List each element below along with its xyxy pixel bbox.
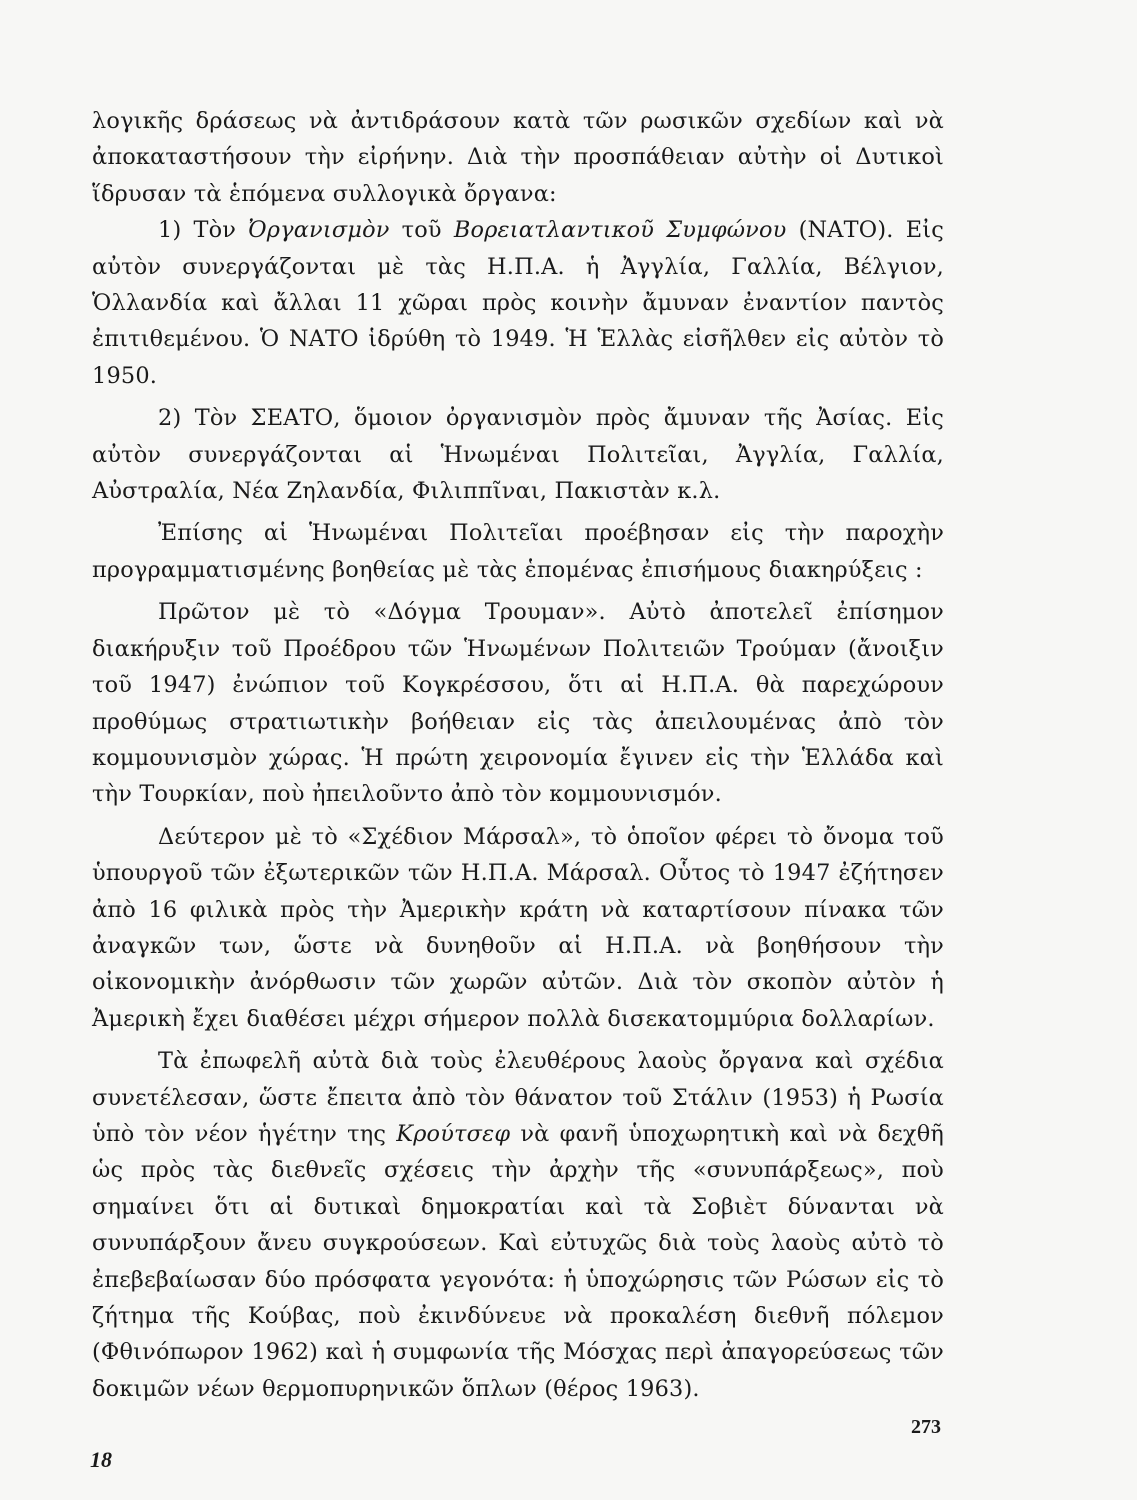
coexistence-emphasis-khrushchev: Κρούτσεφ xyxy=(396,1120,511,1147)
page-number: 273 xyxy=(911,1416,941,1438)
nato-prefix: 1) Τὸν xyxy=(158,217,249,244)
paragraph-truman-doctrine: Πρῶτον μὲ τὸ «Δόγμα Τρουμαν». Αὐτὸ ἀποτελεῖ ἐπίσημον διακήρυξιν τοῦ Προέδρου τῶν Ἡνωμένων Πολιτειῶν Τρούμαν (ἄνοιξιν τοῦ 1947) ἐνώπιον τοῦ Κογκρέσσου, ὅτι αἱ Η.Π.Α. θὰ παρεχώρουν προθύμως στρατιωτικὴν βοήθειαν εἰς τὰς ἀπειλουμένας ἀπὸ τὸν κομμουνισμὸν χώρας. Ἡ πρώτη χειρονομία ἔγινεν εἰς τὴν Ἑλλάδα καὶ τὴν Τουρκίαν, ποὺ ἠπειλοῦντο ἀπὸ τὸν κομμουνισμόν. xyxy=(92,599,944,808)
paragraph-seato: 2) Τὸν ΣΕΑΤΟ, ὅμοιον ὀργανισμὸν πρὸς ἄμυναν τῆς Ἀσίας. Εἰς αὐτὸν συνεργάζονται αἱ Ἡνωμέναι Πολιτεῖαι, Ἀγγλία, Γαλλία, Αὐστραλία, Νέα Ζηλανδία, Φιλιππῖναι, Πακιστὰν κ.λ. xyxy=(92,405,944,505)
page-body xyxy=(92,103,944,1407)
coexistence-prefix: Τὰ ἐπωφελῆ αὐτὰ διὰ τοὺς ἐλευθέρους λαοὺς ὄργανα καὶ σχέδια συνετέλεσαν, ὥστε ἔπειτα ἀπὸ τὸν θάνατον τοῦ Στάλιν (1953) ἡ Ρωσία ὑπὸ τὸν νέον ἡγέτην της xyxy=(92,1048,944,1147)
paragraph-nato xyxy=(92,212,944,394)
nato-suffix: (ΝΑΤΟ). Εἰς αὐτὸν συνεργάζονται μὲ τὰς Η.Π.Α. ἡ Ἀγγλία, Γαλλία, Βέλγιον, Ὁλλανδία καὶ ἄλλαι 11 χῶραι πρὸς κοινὴν ἄμυναν ἐναντίον παντὸς ἐπιτιθεμένου. Ὁ ΝΑΤΟ ἱδρύθη τὸ 1949. Ἡ Ἑλλὰς εἰσῆλθεν εἰς αὐτὸν τὸ 1950. xyxy=(92,217,944,389)
signature-mark: 18 xyxy=(90,1447,112,1472)
nato-emphasis-organization: Ὀργανισμὸν xyxy=(248,217,390,244)
coexistence-suffix: νὰ φανῆ ὑποχωρητικὴ καὶ νὰ δεχθῆ ὡς πρὸς τὰς διεθνεῖς σχέσεις τὴν ἀρχὴν τῆς «συνυπάρξεως», ποὺ σημαίνει ὅτι αἱ δυτικαὶ δημοκρατίαι καὶ τὰ Σοβιὲτ δύνανται νὰ συνυπάρξουν ἄνευ συγκρούσεων. Καὶ εὐτυχῶς διὰ τοὺς λαοὺς αὐτὸ τὸ ἐπεβεβαίωσαν δύο πρόσφατα γεγονότα: ἡ ὑποχώρησις τῶν Ρώσων εἰς τὸ ζήτημα τῆς Κούβας, ποὺ ἐκινδύνευε νὰ προκαλέση διεθνῆ πόλεμον (Φθινόπωρον 1962) καὶ ἡ συμφωνία τῆς Μόσχας περὶ ἀπαγορεύσεως τῶν δοκιμῶν νέων θερμοπυρηνικῶν ὅπλων (θέρος 1963). xyxy=(92,1120,944,1402)
paragraph-us-aid: Ἐπίσης αἱ Ἡνωμέναι Πολιτεῖαι προέβησαν εἰς τὴν παροχὴν προγραμματισμένης βοηθείας μὲ τὰς ἑπομένας ἐπισήμους διακηρύξεις : xyxy=(92,520,944,583)
paragraph-coexistence xyxy=(92,1043,944,1407)
nato-emphasis-treaty: Βορειατλαντικοῦ Συμφώνου xyxy=(453,217,787,244)
paragraph-marshall-plan: Δεύτερον μὲ τὸ «Σχέδιον Μάρσαλ», τὸ ὁποῖον φέρει τὸ ὄνομα τοῦ ὑπουργοῦ τῶν ἐξωτερικῶν τῶν Η.Π.Α. Μάρσαλ. Οὗτος τὸ 1947 ἐζήτησεν ἀπὸ 16 φιλικὰ πρὸς τὴν Ἀμερικὴν κράτη νὰ καταρτίσουν πίνακα τῶν ἀναγκῶν των, ὥστε νὰ δυνηθοῦν αἱ Η.Π.Α. νὰ βοηθήσουν τὴν οἰκονομικὴν ἀνόρθωσιν τῶν χωρῶν αὐτῶν. Διὰ τὸν σκοπὸν αὐτὸν ἡ Ἀμερικὴ ἔχει διαθέσει μέχρι σήμερον πολλὰ δισεκατομμύρια δολλαρίων. xyxy=(92,823,944,1032)
paragraph-continuation: λογικῆς δράσεως νὰ ἀντιδράσουν κατὰ τῶν ρωσικῶν σχεδίων καὶ νὰ ἀποκαταστήσουν τὴν εἰρήνην. Διὰ τὴν προσπάθειαν αὐτὴν οἱ Δυτικοὶ ἵδρυσαν τὰ ἑπόμενα συλλογικὰ ὄργανα: xyxy=(92,108,944,207)
nato-mid: τοῦ xyxy=(389,217,454,244)
